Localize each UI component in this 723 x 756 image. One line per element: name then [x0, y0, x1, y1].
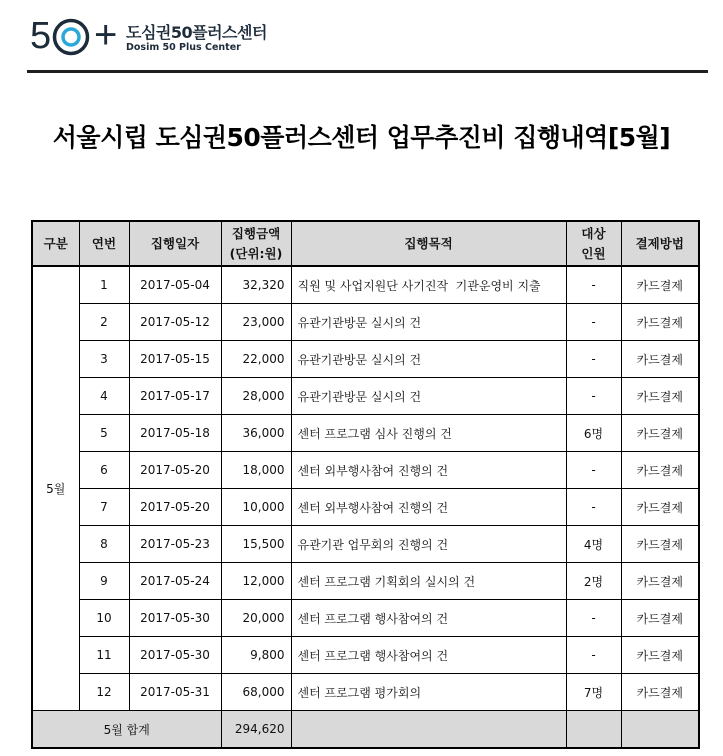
people-cell: 4명: [566, 526, 621, 563]
table-row: [32, 526, 699, 563]
header-people-line1: 대상: [581, 225, 606, 241]
purpose-cell: 센터 프로그램 기획회의 실시의 건: [291, 563, 566, 600]
seq-cell: 3: [79, 341, 129, 378]
seq-cell: 10: [79, 600, 129, 637]
people-cell: -: [566, 489, 621, 526]
payment-cell: 카드결제: [621, 378, 699, 415]
date-cell: 2017-05-20: [129, 489, 221, 526]
date-cell: 2017-05-15: [129, 341, 221, 378]
payment-cell: 카드결제: [621, 489, 699, 526]
payment-cell: 카드결제: [621, 415, 699, 452]
date-cell: 2017-05-18: [129, 415, 221, 452]
seq-cell: 12: [79, 674, 129, 711]
amount-cell: 10,000: [221, 489, 291, 526]
purpose-cell: 센터 외부행사참여 진행의 건: [291, 489, 566, 526]
date-cell: 2017-05-23: [129, 526, 221, 563]
date-cell: 2017-05-20: [129, 452, 221, 489]
amount-cell: 22,000: [221, 341, 291, 378]
seq-cell: 7: [79, 489, 129, 526]
date-cell: 2017-05-17: [129, 378, 221, 415]
table-row: [32, 489, 699, 526]
month-cell: 5월: [32, 266, 79, 711]
people-cell: -: [566, 341, 621, 378]
date-cell: 2017-05-04: [129, 266, 221, 304]
header-amount: [221, 221, 291, 266]
total-people-empty: [566, 711, 621, 749]
logo-number: 5: [30, 15, 51, 57]
logo-name-korean: 도심권50플러스센터: [126, 23, 267, 42]
header-category: 구분: [32, 221, 79, 266]
people-cell: -: [566, 266, 621, 304]
payment-cell: 카드결제: [621, 452, 699, 489]
payment-cell: 카드결제: [621, 637, 699, 674]
people-cell: -: [566, 600, 621, 637]
people-cell: 7명: [566, 674, 621, 711]
amount-cell: 18,000: [221, 452, 291, 489]
expense-table: [31, 220, 700, 749]
amount-cell: 15,500: [221, 526, 291, 563]
table-body: [32, 266, 699, 748]
amount-cell: 36,000: [221, 415, 291, 452]
table-row: [32, 452, 699, 489]
seq-cell: 6: [79, 452, 129, 489]
total-payment-empty: [621, 711, 699, 749]
payment-cell: 카드결제: [621, 563, 699, 600]
total-amount: 294,620: [221, 711, 291, 749]
payment-cell: 카드결제: [621, 600, 699, 637]
people-cell: -: [566, 304, 621, 341]
table-row: [32, 563, 699, 600]
people-cell: 6명: [566, 415, 621, 452]
amount-cell: 32,320: [221, 266, 291, 304]
purpose-cell: 센터 프로그램 심사 진행의 건: [291, 415, 566, 452]
date-cell: 2017-05-30: [129, 637, 221, 674]
table-row: [32, 600, 699, 637]
purpose-cell: 센터 외부행사참여 진행의 건: [291, 452, 566, 489]
purpose-cell: 유관기관방문 실시의 건: [291, 378, 566, 415]
seq-cell: 2: [79, 304, 129, 341]
header-date: 집행일자: [129, 221, 221, 266]
amount-cell: 68,000: [221, 674, 291, 711]
people-cell: -: [566, 637, 621, 674]
date-cell: 2017-05-12: [129, 304, 221, 341]
page-title: 서울시립 도심권50플러스센터 업무추진비 집행내역[5월]: [52, 123, 671, 152]
people-cell: -: [566, 378, 621, 415]
seq-cell: 11: [79, 637, 129, 674]
date-cell: 2017-05-24: [129, 563, 221, 600]
date-cell: 2017-05-30: [129, 600, 221, 637]
total-purpose-empty: [291, 711, 566, 749]
purpose-cell: 센터 프로그램 행사참여의 건: [291, 600, 566, 637]
header-amount-line2: (단위:원): [229, 245, 283, 261]
table-row: [32, 341, 699, 378]
total-label: 5월 합계: [32, 711, 221, 749]
purpose-cell: 센터 프로그램 평가회의: [291, 674, 566, 711]
header-payment: 결제방법: [621, 221, 699, 266]
purpose-cell: 유관기관방문 실시의 건: [291, 341, 566, 378]
purpose-cell: 유관기관방문 실시의 건: [291, 304, 566, 341]
target-circle-icon: [52, 18, 90, 56]
seq-cell: 5: [79, 415, 129, 452]
seq-cell: 1: [79, 266, 129, 304]
purpose-cell: 직원 및 사업지원단 사기진작 기관운영비 지출: [291, 266, 566, 304]
logo-name-english: Dosim 50 Plus Center: [126, 42, 241, 53]
people-cell: 2명: [566, 563, 621, 600]
amount-cell: 28,000: [221, 378, 291, 415]
amount-cell: 9,800: [221, 637, 291, 674]
payment-cell: 카드결제: [621, 341, 699, 378]
header-people-line2: 인원: [581, 245, 606, 261]
table-row: [32, 378, 699, 415]
people-cell: -: [566, 452, 621, 489]
seq-cell: 4: [79, 378, 129, 415]
date-cell: 2017-05-31: [129, 674, 221, 711]
payment-cell: 카드결제: [621, 526, 699, 563]
header-divider: [27, 70, 708, 73]
amount-cell: 20,000: [221, 600, 291, 637]
table-row: [32, 674, 699, 711]
seq-cell: 8: [79, 526, 129, 563]
header-seq: 연번: [79, 221, 129, 266]
table-row: [32, 637, 699, 674]
payment-cell: 카드결제: [621, 304, 699, 341]
payment-cell: 카드결제: [621, 266, 699, 304]
amount-cell: 23,000: [221, 304, 291, 341]
table-row: [32, 304, 699, 341]
purpose-cell: 센터 프로그램 행사참여의 건: [291, 637, 566, 674]
header-amount-line1: 집행금액: [231, 225, 281, 241]
table-header-row: [32, 221, 699, 266]
total-row: [32, 711, 699, 749]
header-purpose: 집행목적: [291, 221, 566, 266]
logo-plus: +: [94, 13, 118, 57]
amount-cell: 12,000: [221, 563, 291, 600]
purpose-cell: 유관기관 업무회의 진행의 건: [291, 526, 566, 563]
header-people: [566, 221, 621, 266]
seq-cell: 9: [79, 563, 129, 600]
payment-cell: 카드결제: [621, 674, 699, 711]
table-row: [32, 266, 699, 304]
table-row: [32, 415, 699, 452]
